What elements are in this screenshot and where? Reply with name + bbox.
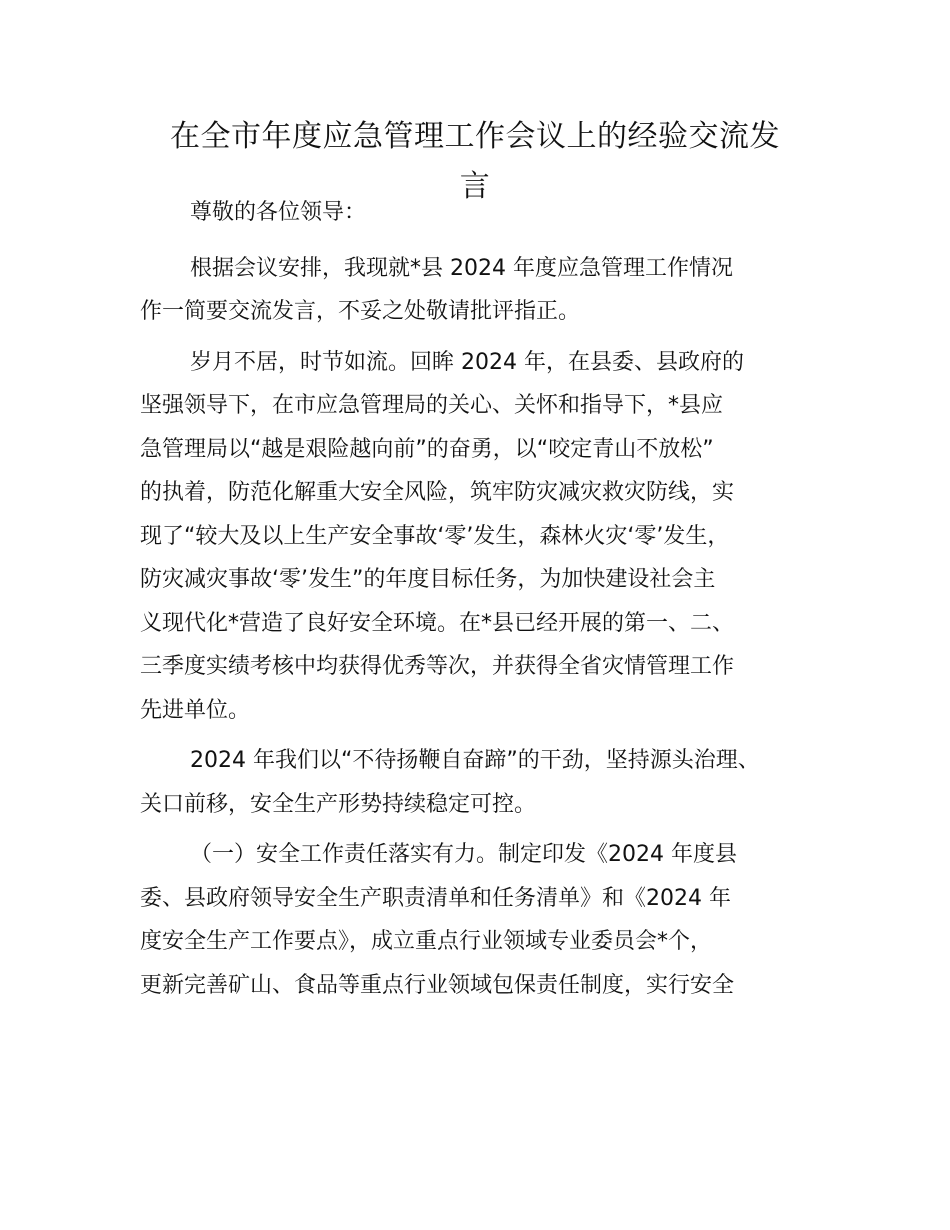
paragraph <box>140 833 826 1007</box>
salutation: 尊敬的各位领导： <box>190 200 367 225</box>
paragraph-line: （一）安全工作责任落实有力。制定印发《2024 年度县 <box>190 842 737 867</box>
document-body <box>140 191 826 1014</box>
paragraph <box>140 341 826 733</box>
paragraph-line: 更新完善矿山、食品等重点行业领域包保责任制度，实行安全 <box>140 972 735 998</box>
paragraph-line: 委、县政府领导安全生产职责清单和任务清单》和《2024 年 <box>140 885 731 911</box>
paragraph-line: 岁月不居，时节如流。回眸 2024 年，在县委、县政府的 <box>190 349 744 375</box>
paragraph-line: 现了“较大及以上生产安全事故‘零’发生，森林火灾‘零’发生， <box>140 523 730 549</box>
paragraph-line: 先进单位。 <box>140 697 251 723</box>
paragraph <box>140 247 826 334</box>
paragraph-line: 急管理局以“越是艰险越向前”的奋勇，以“咬定青山不放松” <box>140 436 714 462</box>
paragraph-line: 三季度实绩考核中均获得优秀等次，并获得全省灾情管理工作 <box>140 654 735 679</box>
paragraph-line: 的执着，防范化解重大安全风险，筑牢防灾减灾救灾防线，实 <box>140 480 735 505</box>
paragraph-line: 度安全生产工作要点》，成立重点行业领域专业委员会*个， <box>140 929 713 954</box>
paragraph-line: 2024 年我们以“不待扬鞭自奋蹄”的干劲，坚持源头治理、 <box>190 748 760 773</box>
paragraph-line: 根据会议安排，我现就*县 2024 年度应急管理工作情况 <box>190 255 733 281</box>
document-title-line: 言 <box>459 169 491 204</box>
paragraph-line: 关口前移，安全生产形势持续稳定可控。 <box>140 791 537 817</box>
paragraph-line: 坚强领导下，在市应急管理局的关心、关怀和指导下，*县应 <box>140 393 724 418</box>
document-title-line: 在全市年度应急管理工作会议上的经验交流发 <box>170 119 780 154</box>
paragraph-line: 义现代化*营造了良好安全环境。在*县已经开展的第一、二、 <box>140 610 735 636</box>
paragraph <box>140 739 826 826</box>
paragraph-line: 作一简要交流发言，不妥之处敬请批评指正。 <box>140 299 581 324</box>
paragraph-line: 防灾减灾事故‘零’发生”的年度目标任务，为加快建设社会主 <box>140 567 716 592</box>
